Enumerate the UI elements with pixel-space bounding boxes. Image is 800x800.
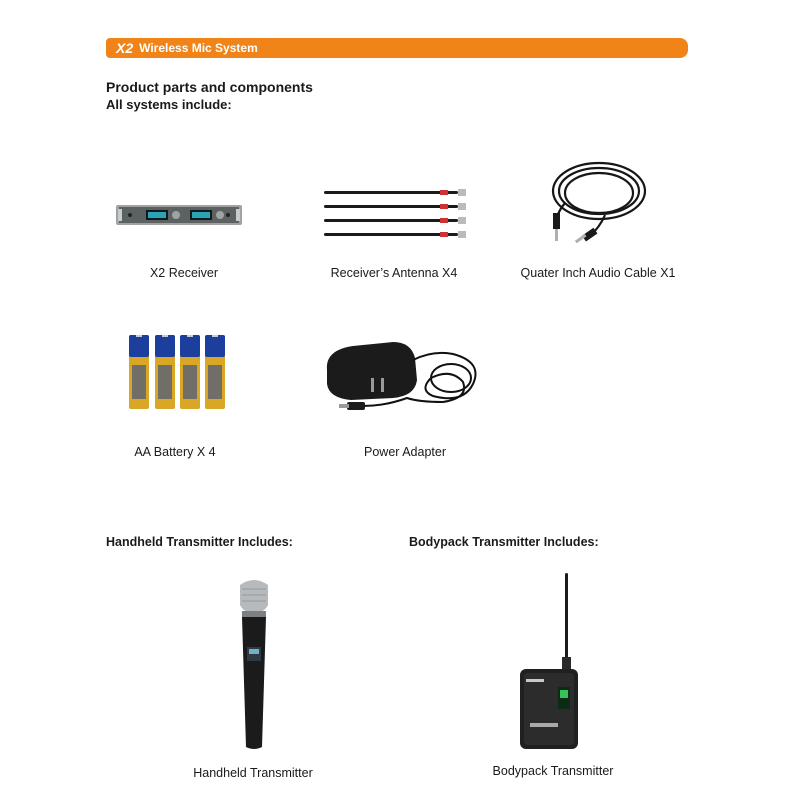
banner-title: Wireless Mic System bbox=[139, 41, 258, 55]
handheld-mic-image bbox=[234, 575, 274, 751]
audio-cable-label: Quater Inch Audio Cable X1 bbox=[520, 266, 676, 280]
page-subtitle: All systems include: bbox=[106, 97, 232, 112]
receiver-image bbox=[116, 203, 242, 227]
handheld-heading: Handheld Transmitter Includes: bbox=[106, 535, 293, 549]
receiver-label: X2 Receiver bbox=[149, 266, 219, 280]
battery-image bbox=[128, 335, 226, 409]
power-adapter-label: Power Adapter bbox=[364, 445, 446, 459]
bodypack-heading: Bodypack Transmitter Includes: bbox=[409, 535, 599, 549]
antenna-label: Receiver’s Antenna X4 bbox=[330, 266, 458, 280]
handheld-label: Handheld Transmitter bbox=[193, 766, 313, 780]
battery-label: AA Battery X 4 bbox=[134, 445, 216, 459]
page-title: Product parts and components bbox=[106, 79, 313, 95]
model-code: X2 bbox=[116, 40, 134, 56]
power-adapter-image bbox=[323, 340, 493, 418]
antenna-image bbox=[322, 187, 468, 245]
bodypack-label: Bodypack Transmitter bbox=[492, 764, 614, 778]
bodypack-image bbox=[518, 573, 580, 751]
audio-cable-image bbox=[545, 155, 651, 247]
title-banner bbox=[106, 38, 688, 58]
